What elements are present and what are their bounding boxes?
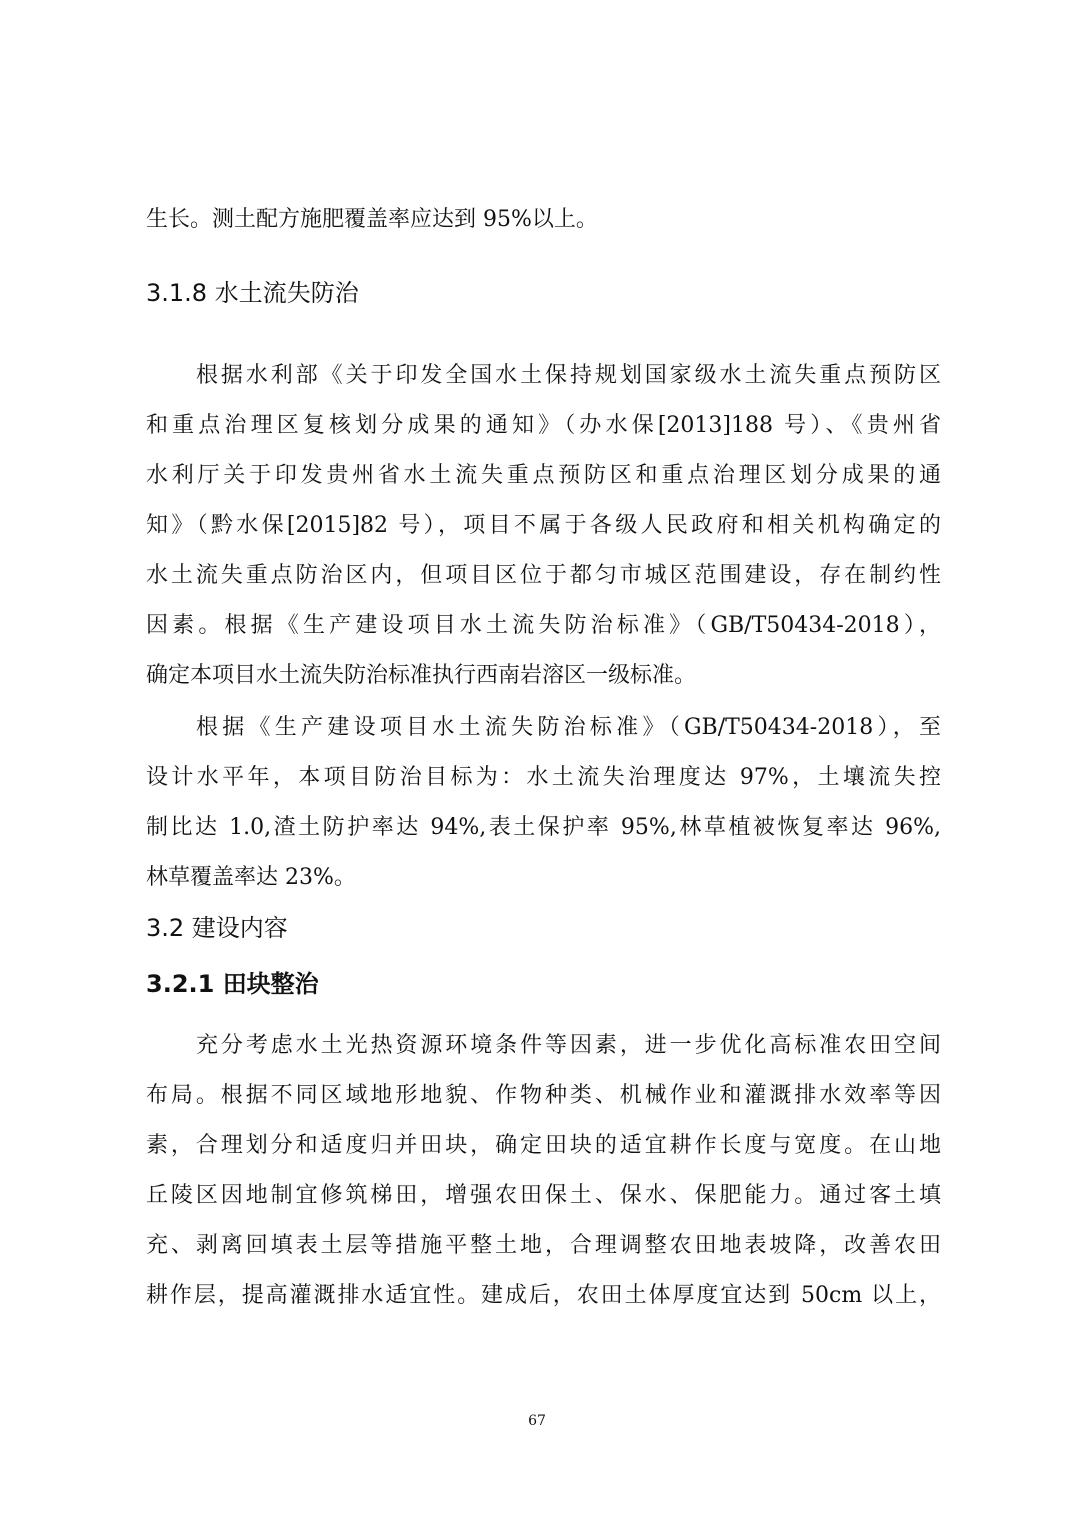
paragraph-line: 素，合理划分和适度归并田块，确定田块的适宜耕作长度与宽度。在山地 xyxy=(146,1133,941,1158)
paragraph-line: 根据《生产建设项目水土流失防治标准》（GB/T50434-2018），至 xyxy=(196,715,941,740)
paragraph-line: 根据水利部《关于印发全国水土保持规划国家级水土流失重点预防区 xyxy=(196,363,941,388)
paragraph-line: 水土流失重点防治区内，但项目区位于都匀市城区范围建设，存在制约性 xyxy=(146,563,941,588)
section-heading-3-2: 3.2 建设内容 xyxy=(146,914,288,942)
paragraph-line: 知》（黔水保[2015]82 号），项目不属于各级人民政府和相关机构确定的 xyxy=(146,513,941,538)
paragraph-line: 和重点治理区复核划分成果的通知》（办水保[2013]188 号）、《贵州省 xyxy=(146,413,941,438)
section-heading-3-2-1: 3.2.1 田块整治 xyxy=(146,970,319,998)
paragraph-line: 丘陵区因地制宜修筑梯田，增强农田保土、保水、保肥能力。通过客土填 xyxy=(146,1183,941,1208)
paragraph-line: 因素。根据《生产建设项目水土流失防治标准》（GB/T50434-2018）， xyxy=(146,613,941,638)
paragraph-line: 布局。根据不同区域地形地貌、作物种类、机械作业和灌溉排水效率等因 xyxy=(146,1083,941,1108)
paragraph-line: 确定本项目水土流失防治标准执行西南岩溶区一级标准。 xyxy=(146,663,697,688)
paragraph-line: 充、剥离回填表土层等措施平整土地，合理调整农田地表坡降，改善农田 xyxy=(146,1233,941,1258)
section-heading-3-1-8: 3.1.8 水土流失防治 xyxy=(146,279,359,307)
paragraph-line: 设计水平年，本项目防治目标为：水土流失治理度达 97%，土壤流失控 xyxy=(146,765,941,790)
page-number: 67 xyxy=(528,1413,546,1429)
paragraph-line: 耕作层，提高灌溉排水适宜性。建成后，农田土体厚度宜达到 50cm 以上， xyxy=(146,1283,941,1308)
paragraph-line: 林草覆盖率达 23%。 xyxy=(146,865,356,890)
paragraph-line: 水利厅关于印发贵州省水土流失重点预防区和重点治理区划分成果的通 xyxy=(146,463,941,488)
paragraph-line: 充分考虑水土光热资源环境条件等因素，进一步优化高标准农田空间 xyxy=(196,1033,941,1058)
paragraph-line: 制比达 1.0,渣土防护率达 94%,表土保护率 95%,林草植被恢复率达 96%, xyxy=(146,815,941,840)
paragraph-carryover-line: 生长。测土配方施肥覆盖率应达到 95%以上。 xyxy=(146,207,598,232)
